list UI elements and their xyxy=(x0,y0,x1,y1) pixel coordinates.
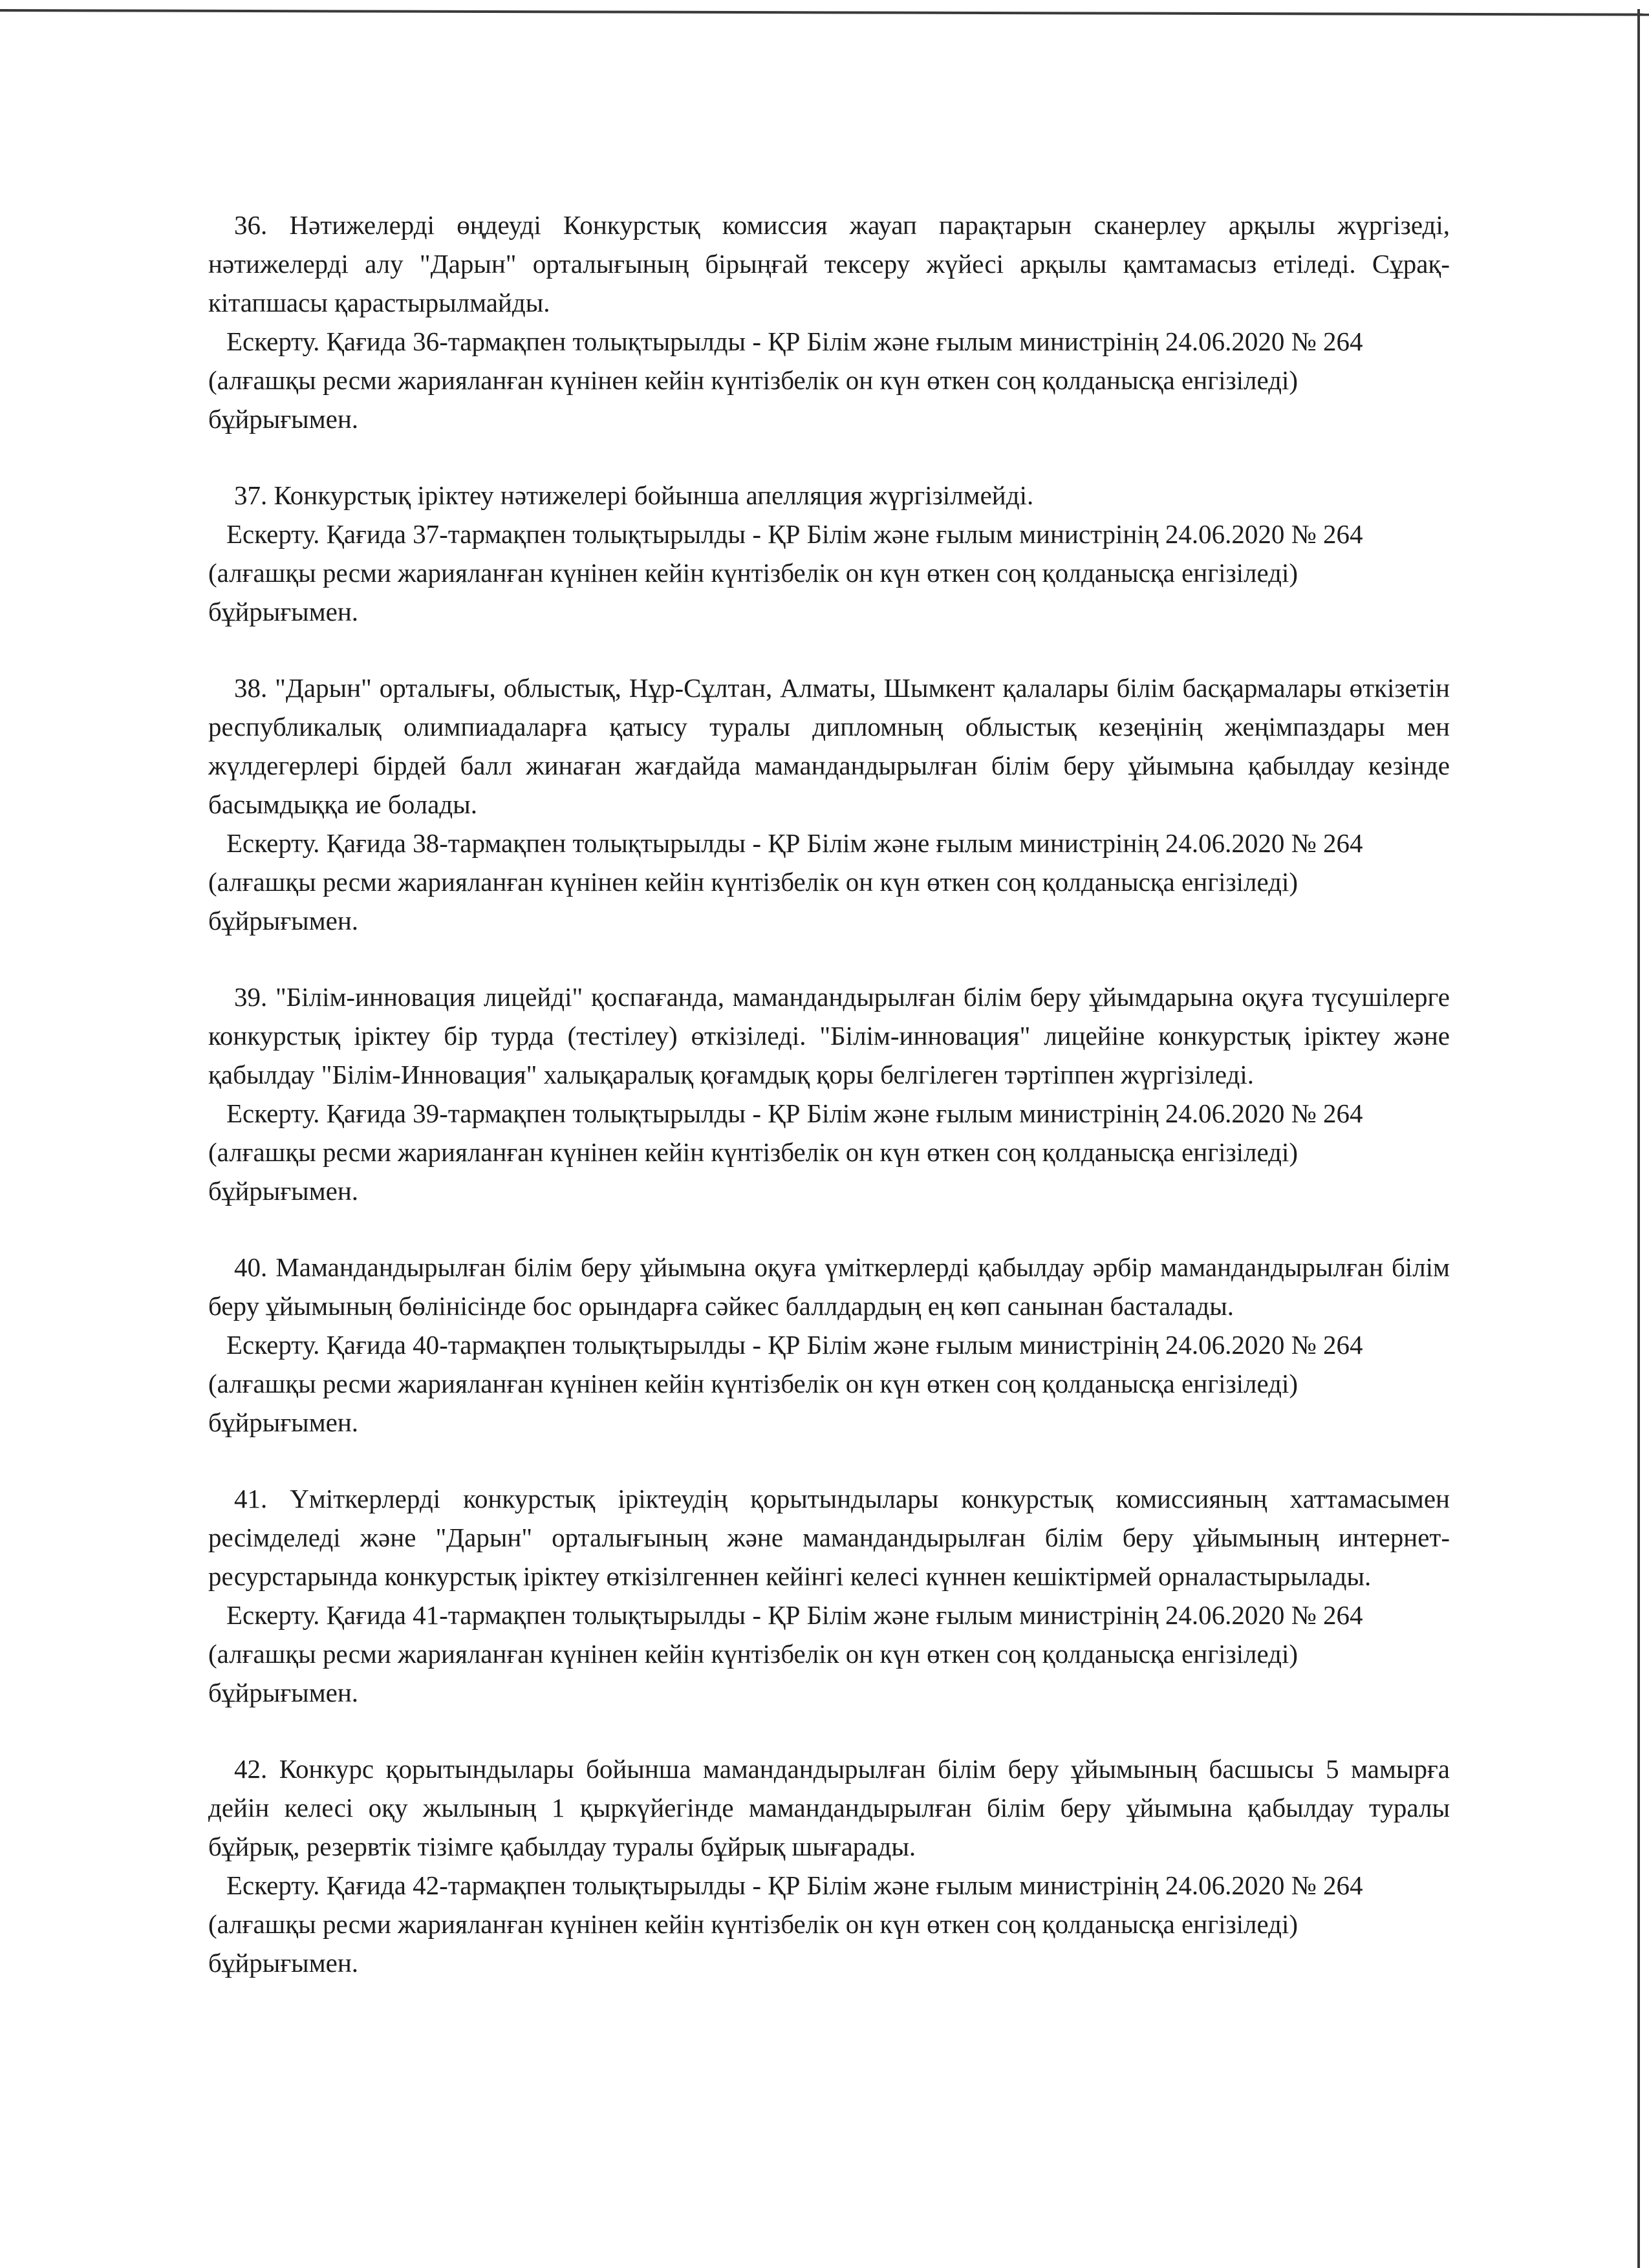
clause-42 xyxy=(208,1749,1450,1982)
clause-text: 37. Конкурстық іріктеу нәтижелері бойынша апелляция жүргізілмейді. xyxy=(234,480,1034,510)
amendment-note: Ескерту. Қағида 37-тармақпен толықтырылды - ҚР Білім және ғылым министрінің 24.06.2020 № 264 (алғашқы ресми жарияланған күнінен кейін күнтізбелік он күн өткен соң қолданысқа енгізіледі) бұйрығымен. xyxy=(208,519,1363,626)
clause-text: 41. Үміткерлерді конкурстық іріктеудің қорытындылары конкурстық комиссияның хаттамасымен ресімделеді және "Дарын" орталығының және мамандандырылған білім беру ұйымының интернет-ресурстарында конкурстық іріктеу өткізілгеннен кейінгі келесі күннен кешіктірмей орналастырылады. xyxy=(208,1484,1450,1591)
amendment-note: Ескерту. Қағида 36-тармақпен толықтырылды - ҚР Білім және ғылым министрінің 24.06.2020 № 264 (алғашқы ресми жарияланған күнінен кейін күнтізбелік он күн өткен соң қолданысқа енгізіледі) бұйрығымен. xyxy=(208,326,1363,434)
clause-38 xyxy=(208,669,1450,940)
clause-37 xyxy=(208,476,1450,631)
clause-text: 36. Нәтижелерді өңдеуді Конкурстық комиссия жауап парақтарын сканерлеу арқылы жүргізеді, нәтижелерді алу "Дарын" орталығының бірыңғай тексеру жүйесі арқылы қамтамасыз етіледі. Сұрақ-кітапшасы қарастырылмайды. xyxy=(208,210,1450,317)
clause-text: 40. Мамандандырылған білім беру ұйымына оқуға үміткерлерді қабылдау әрбір мамандандырылған білім беру ұйымының бөлінісінде бос орындарға сәйкес баллдардың ең көп санынан басталады. xyxy=(208,1252,1450,1321)
clause-40 xyxy=(208,1248,1450,1442)
clause-text: 39. "Білім-инновация лицейді" қоспағанда, мамандандырылған білім беру ұйымдарына оқуға түсушілерге конкурстық іріктеу бір турда (тестілеу) өткізіледі. "Білім-инновация" лицейіне конкурстық іріктеу және қабылдау "Білім-Инновация" халықаралық қоғамдық қоры белгілеген тәртіппен жүргізіледі. xyxy=(208,982,1450,1089)
document-body xyxy=(208,206,1450,2020)
clause-41 xyxy=(208,1479,1450,1712)
amendment-note: Ескерту. Қағида 42-тармақпен толықтырылды - ҚР Білім және ғылым министрінің 24.06.2020 № 264 (алғашқы ресми жарияланған күнінен кейін күнтізбелік он күн өткен соң қолданысқа енгізіледі) бұйрығымен. xyxy=(208,1870,1363,1978)
scan-edge-right xyxy=(1637,9,1640,2268)
scan-edge-top xyxy=(0,9,1649,16)
clause-text: 38. "Дарын" орталығы, облыстық, Нұр-Сұлтан, Алматы, Шымкент қалалары білім басқармалары өткізетін республикалық олимпиадаларға қатысу туралы дипломның облыстық кезеңінің жеңімпаздары мен жүлдегерлері бірдей балл жинаған жағдайда мамандандырылған білім беру ұйымына қабылдау кезінде басымдыққа ие болады. xyxy=(208,673,1450,819)
clause-39 xyxy=(208,978,1450,1210)
amendment-note: Ескерту. Қағида 39-тармақпен толықтырылды - ҚР Білім және ғылым министрінің 24.06.2020 № 264 (алғашқы ресми жарияланған күнінен кейін күнтізбелік он күн өткен соң қолданысқа енгізіледі) бұйрығымен. xyxy=(208,1098,1363,1206)
clause-text: 42. Конкурс қорытындылары бойынша мамандандырылған білім беру ұйымының басшысы 5 мамырға дейін келесі оқу жылының 1 қыркүйегінде мамандандырылған білім беру ұйымына қабылдау туралы бұйрық, резервтік тізімге қабылдау туралы бұйрық шығарады. xyxy=(208,1754,1450,1861)
clause-36 xyxy=(208,206,1450,438)
amendment-note: Ескерту. Қағида 38-тармақпен толықтырылды - ҚР Білім және ғылым министрінің 24.06.2020 № 264 (алғашқы ресми жарияланған күнінен кейін күнтізбелік он күн өткен соң қолданысқа енгізіледі) бұйрығымен. xyxy=(208,828,1363,936)
amendment-note: Ескерту. Қағида 41-тармақпен толықтырылды - ҚР Білім және ғылым министрінің 24.06.2020 № 264 (алғашқы ресми жарияланған күнінен кейін күнтізбелік он күн өткен соң қолданысқа енгізіледі) бұйрығымен. xyxy=(208,1600,1363,1707)
amendment-note: Ескерту. Қағида 40-тармақпен толықтырылды - ҚР Білім және ғылым министрінің 24.06.2020 № 264 (алғашқы ресми жарияланған күнінен кейін күнтізбелік он күн өткен соң қолданысқа енгізіледі) бұйрығымен. xyxy=(208,1330,1363,1437)
